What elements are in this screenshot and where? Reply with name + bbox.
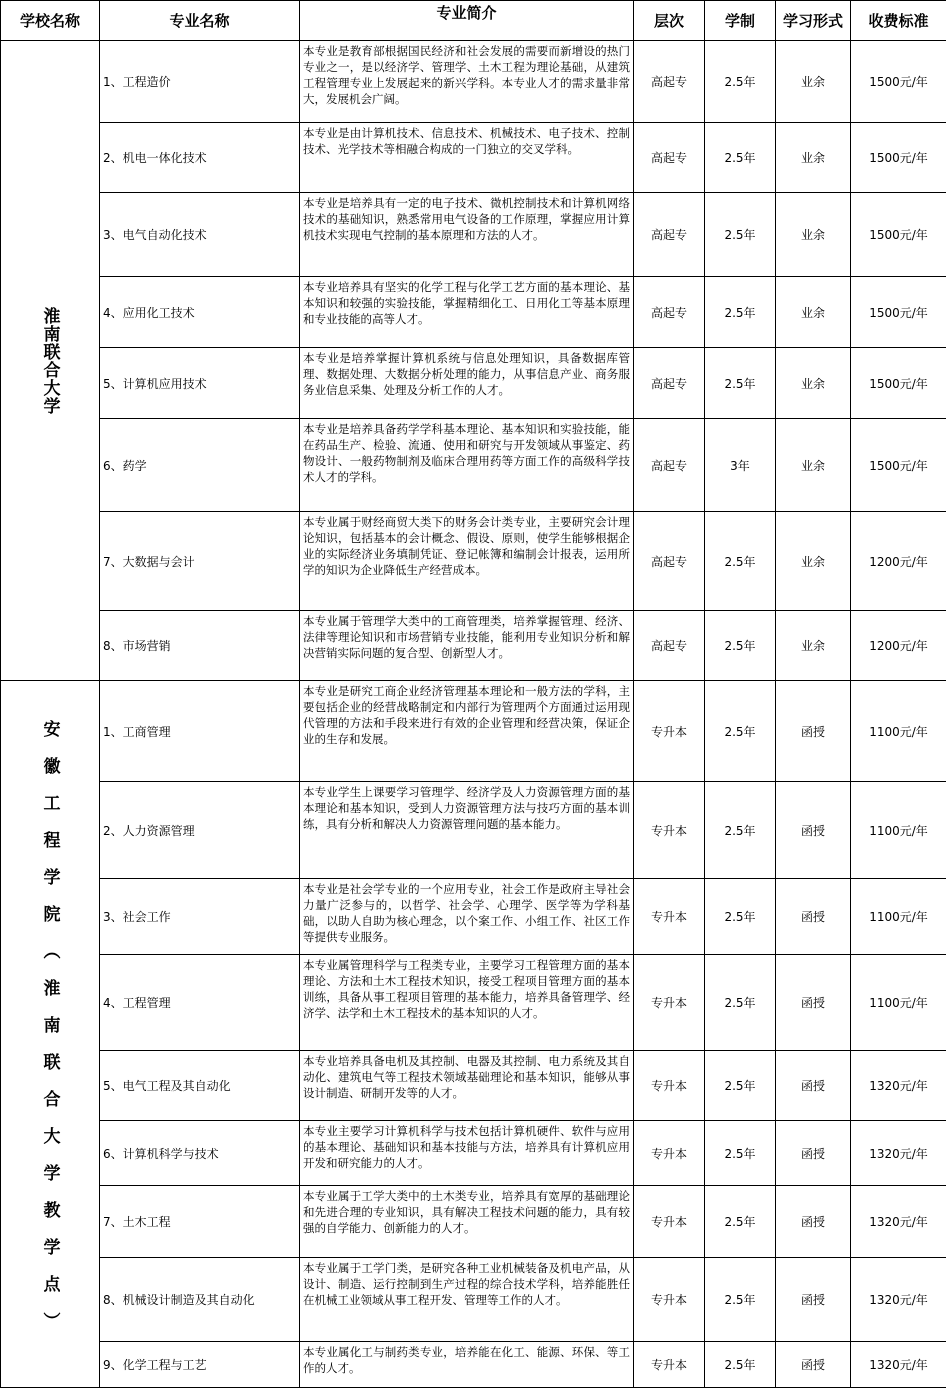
major-intro: 本专业培养具有坚实的化学工程与化学工艺方面的基本理论、基本知识和较强的实验技能，掌握精细化工、日用化工等基本原理和专业技能的高等人才。 bbox=[300, 277, 634, 348]
major-duration: 2.5年 bbox=[705, 782, 776, 879]
table-row bbox=[1, 123, 946, 193]
major-intro: 本专业学生上课要学习管理学、经济学及人力资源管理方面的基本理论和基本知识，受到人力资源管理方法与技巧方面的基本训练，具有分析和解决人力资源管理问题的基本能力。 bbox=[300, 782, 634, 879]
major-duration: 2.5年 bbox=[705, 1121, 776, 1186]
major-study-mode: 函授 bbox=[776, 1051, 851, 1121]
major-study-mode: 函授 bbox=[776, 681, 851, 782]
table-row bbox=[1, 512, 946, 611]
major-study-mode: 业余 bbox=[776, 512, 851, 611]
major-study-mode: 函授 bbox=[776, 1186, 851, 1258]
major-intro: 本专业属管理科学与工程类专业，主要学习工程管理方面的基本理论、方法和土木工程技术知识，接受工程项目管理方面的基本训练，具备从事工程项目管理的基本能力，培养具备管理学、经济学、法学和土木工程技术的基本知识的人才。 bbox=[300, 955, 634, 1051]
major-name: 8、市场营销 bbox=[100, 611, 300, 681]
major-intro: 本专业属于财经商贸大类下的财务会计类专业，主要研究会计理论知识，包括基本的会计概念、假设、原则，使学生能够根据企业的实际经济业务填制凭证、登记帐簿和编制会计报表，运用所学的知识为企业降低生产经营成本。 bbox=[300, 512, 634, 611]
major-fee: 1320元/年 bbox=[851, 1051, 946, 1121]
major-fee: 1500元/年 bbox=[851, 277, 946, 348]
major-intro: 本专业主要学习计算机科学与技术包括计算机硬件、软件与应用的基本理论、基础知识和基本技能与方法，培养具有计算机应用开发和研究能力的人才。 bbox=[300, 1121, 634, 1186]
major-fee: 1320元/年 bbox=[851, 1342, 946, 1388]
major-study-mode: 函授 bbox=[776, 1121, 851, 1186]
major-duration: 2.5年 bbox=[705, 277, 776, 348]
major-level: 专升本 bbox=[634, 681, 705, 782]
header-major: 专业名称 bbox=[100, 1, 300, 41]
table-row bbox=[1, 782, 946, 879]
major-fee: 1500元/年 bbox=[851, 419, 946, 512]
major-fee: 1320元/年 bbox=[851, 1121, 946, 1186]
table-row bbox=[1, 419, 946, 512]
major-duration: 2.5年 bbox=[705, 512, 776, 611]
major-study-mode: 业余 bbox=[776, 348, 851, 419]
major-intro: 本专业是培养具有一定的电子技术、微机控制技术和计算机网络技术的基础知识，熟悉常用电气设备的工作原理，掌握应用计算机技术实现电气控制的基本原理和方法的人才。 bbox=[300, 193, 634, 277]
major-name: 3、电气自动化技术 bbox=[100, 193, 300, 277]
header-school: 学校名称 bbox=[1, 1, 100, 41]
major-fee: 1320元/年 bbox=[851, 1258, 946, 1342]
major-name: 2、机电一体化技术 bbox=[100, 123, 300, 193]
major-fee: 1100元/年 bbox=[851, 879, 946, 955]
major-duration: 2.5年 bbox=[705, 1186, 776, 1258]
major-duration: 2.5年 bbox=[705, 41, 776, 123]
major-study-mode: 函授 bbox=[776, 1342, 851, 1388]
table-row bbox=[1, 611, 946, 681]
major-intro: 本专业属于管理学大类中的工商管理类，培养掌握管理、经济、法律等理论知识和市场营销专业技能，能利用专业知识分析和解决营销实际问题的复合型、创新型人才。 bbox=[300, 611, 634, 681]
major-level: 高起专 bbox=[634, 193, 705, 277]
table-row bbox=[1, 879, 946, 955]
major-fee: 1500元/年 bbox=[851, 41, 946, 123]
major-name: 5、计算机应用技术 bbox=[100, 348, 300, 419]
table-row bbox=[1, 41, 946, 123]
major-level: 专升本 bbox=[634, 782, 705, 879]
major-level: 专升本 bbox=[634, 955, 705, 1051]
header-intro: 专业简介 bbox=[300, 1, 634, 41]
major-duration: 2.5年 bbox=[705, 123, 776, 193]
major-name: 7、大数据与会计 bbox=[100, 512, 300, 611]
major-fee: 1500元/年 bbox=[851, 193, 946, 277]
major-intro: 本专业属化工与制药类专业，培养能在化工、能源、环保、等工作的人才。 bbox=[300, 1342, 634, 1388]
table-row bbox=[1, 1342, 946, 1388]
major-intro: 本专业属于工学大类中的土木类专业，培养具有宽厚的基础理论和先进合理的专业知识，具有解决工程技术问题的能力，具有较强的自学能力、创新能力的人才。 bbox=[300, 1186, 634, 1258]
table-row bbox=[1, 1121, 946, 1186]
header-row bbox=[1, 1, 946, 41]
major-intro: 本专业是研究工商企业经济管理基本理论和一般方法的学科，主要包括企业的经营战略制定和内部行为管理两个方面通过运用现代管理的方法和手段来进行有效的企业管理和经营决策，保证企业的生存和发展。 bbox=[300, 681, 634, 782]
major-fee: 1100元/年 bbox=[851, 782, 946, 879]
major-duration: 2.5年 bbox=[705, 1051, 776, 1121]
major-study-mode: 函授 bbox=[776, 782, 851, 879]
major-name: 8、机械设计制造及其自动化 bbox=[100, 1258, 300, 1342]
major-level: 专升本 bbox=[634, 1258, 705, 1342]
major-fee: 1100元/年 bbox=[851, 955, 946, 1051]
major-study-mode: 业余 bbox=[776, 123, 851, 193]
table-row bbox=[1, 1051, 946, 1121]
major-level: 专升本 bbox=[634, 879, 705, 955]
major-level: 高起专 bbox=[634, 419, 705, 512]
table-row bbox=[1, 277, 946, 348]
major-fee: 1320元/年 bbox=[851, 1186, 946, 1258]
major-study-mode: 函授 bbox=[776, 879, 851, 955]
major-level: 高起专 bbox=[634, 123, 705, 193]
major-duration: 2.5年 bbox=[705, 1342, 776, 1388]
major-name: 9、化学工程与工艺 bbox=[100, 1342, 300, 1388]
major-intro: 本专业培养具备电机及其控制、电器及其控制、电力系统及其自动化、建筑电气等工程技术领域基础理论和基本知识，能够从事设计制造、研制开发等的人才。 bbox=[300, 1051, 634, 1121]
school-cell bbox=[1, 681, 100, 1388]
major-duration: 2.5年 bbox=[705, 348, 776, 419]
major-intro: 本专业是由计算机技术、信息技术、机械技术、电子技术、控制技术、光学技术等相融合构成的一门独立的交叉学科。 bbox=[300, 123, 634, 193]
major-name: 7、土木工程 bbox=[100, 1186, 300, 1258]
major-level: 专升本 bbox=[634, 1342, 705, 1388]
major-duration: 2.5年 bbox=[705, 1258, 776, 1342]
table-row bbox=[1, 681, 946, 782]
major-duration: 2.5年 bbox=[705, 193, 776, 277]
major-fee: 1100元/年 bbox=[851, 681, 946, 782]
major-study-mode: 函授 bbox=[776, 1258, 851, 1342]
major-study-mode: 业余 bbox=[776, 277, 851, 348]
major-level: 专升本 bbox=[634, 1121, 705, 1186]
major-name: 3、社会工作 bbox=[100, 879, 300, 955]
header-study-mode: 学习形式 bbox=[776, 1, 851, 41]
major-duration: 2.5年 bbox=[705, 879, 776, 955]
major-duration: 3年 bbox=[705, 419, 776, 512]
major-fee: 1500元/年 bbox=[851, 348, 946, 419]
major-name: 1、工程造价 bbox=[100, 41, 300, 123]
major-name: 1、工商管理 bbox=[100, 681, 300, 782]
major-level: 高起专 bbox=[634, 41, 705, 123]
major-study-mode: 业余 bbox=[776, 41, 851, 123]
major-fee: 1200元/年 bbox=[851, 611, 946, 681]
major-name: 6、计算机科学与技术 bbox=[100, 1121, 300, 1186]
major-study-mode: 业余 bbox=[776, 193, 851, 277]
major-study-mode: 函授 bbox=[776, 955, 851, 1051]
major-intro: 本专业是教育部根据国民经济和社会发展的需要而新增设的热门专业之一，是以经济学、管理学、土木工程为理论基础，从建筑工程管理专业上发展起来的新兴学科。本专业人才的需求量非常大，发展机会广阔。 bbox=[300, 41, 634, 123]
major-name: 6、药学 bbox=[100, 419, 300, 512]
major-duration: 2.5年 bbox=[705, 611, 776, 681]
major-name: 4、应用化工技术 bbox=[100, 277, 300, 348]
table-row bbox=[1, 348, 946, 419]
school-cell bbox=[1, 41, 100, 681]
major-level: 专升本 bbox=[634, 1186, 705, 1258]
major-study-mode: 业余 bbox=[776, 419, 851, 512]
major-intro: 本专业属于工学门类，是研究各种工业机械装备及机电产品，从设计、制造、运行控制到生产过程的综合技术学科，培养能胜任在机械工业领域从事工程开发、管理等工作的人才。 bbox=[300, 1258, 634, 1342]
header-duration: 学制 bbox=[705, 1, 776, 41]
major-name: 5、电气工程及其自动化 bbox=[100, 1051, 300, 1121]
table-row bbox=[1, 193, 946, 277]
table-row bbox=[1, 1186, 946, 1258]
major-level: 专升本 bbox=[634, 1051, 705, 1121]
header-fee: 收费标准 bbox=[851, 1, 946, 41]
major-name: 2、人力资源管理 bbox=[100, 782, 300, 879]
table-row bbox=[1, 955, 946, 1051]
school-name: 安徽工程学院（淮南联合大学教学点） bbox=[39, 719, 60, 1349]
school-name: 淮南联合大学 bbox=[39, 306, 60, 415]
major-level: 高起专 bbox=[634, 277, 705, 348]
major-intro: 本专业是社会学专业的一个应用专业，社会工作是政府主导社会力量广泛参与的，以哲学、社会学、心理学、医学等为学科基础，以助人自助为核心理念，以个案工作、小组工作、社区工作等提供专业服务。 bbox=[300, 879, 634, 955]
table-row bbox=[1, 1258, 946, 1342]
major-level: 高起专 bbox=[634, 611, 705, 681]
major-fee: 1500元/年 bbox=[851, 123, 946, 193]
header-level: 层次 bbox=[634, 1, 705, 41]
major-duration: 2.5年 bbox=[705, 681, 776, 782]
major-level: 高起专 bbox=[634, 348, 705, 419]
major-name: 4、工程管理 bbox=[100, 955, 300, 1051]
major-intro: 本专业是培养具备药学学科基本理论、基本知识和实验技能，能在药品生产、检验、流通、使用和研究与开发领域从事鉴定、药物设计、一般药物制剂及临床合理用药等方面工作的高级科学技术人才的学科。 bbox=[300, 419, 634, 512]
major-fee: 1200元/年 bbox=[851, 512, 946, 611]
major-duration: 2.5年 bbox=[705, 955, 776, 1051]
major-study-mode: 业余 bbox=[776, 611, 851, 681]
major-level: 高起专 bbox=[634, 512, 705, 611]
major-intro: 本专业是培养掌握计算机系统与信息处理知识，具备数据库管理、数据处理、大数据分析处理的能力，从事信息产业、商务服务业信息采集、处理及分析工作的人才。 bbox=[300, 348, 634, 419]
